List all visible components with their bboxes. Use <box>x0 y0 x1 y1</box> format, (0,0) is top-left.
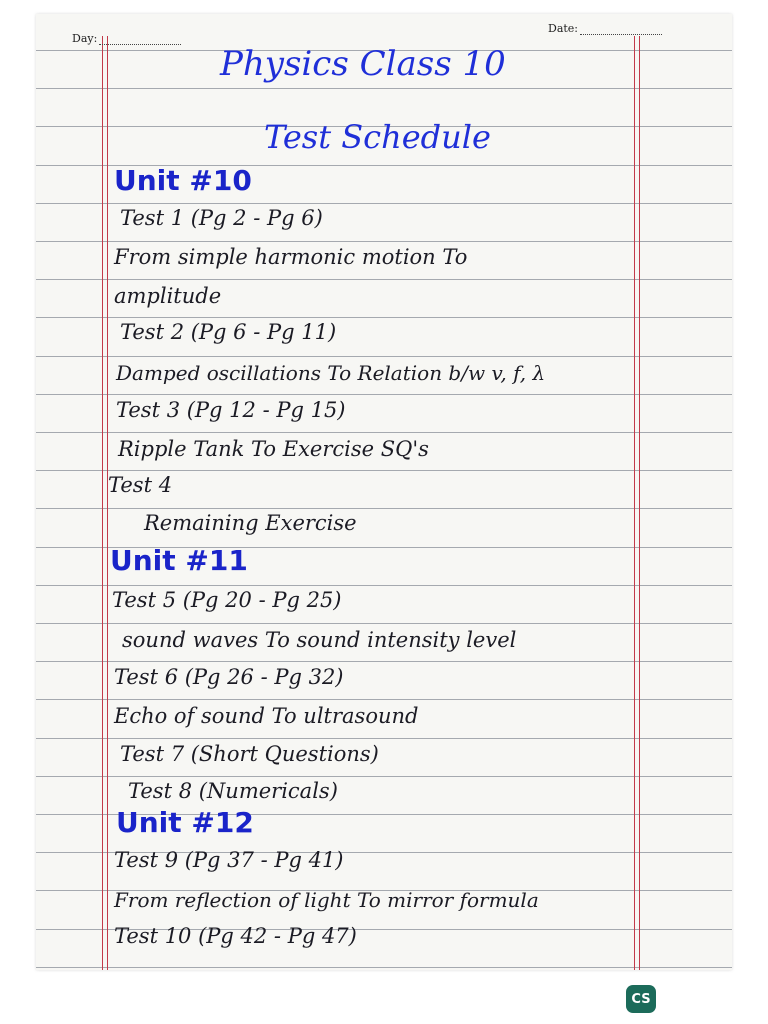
page-title: Physics Class 10 <box>220 44 506 84</box>
notebook-page <box>36 14 732 970</box>
unit-12-line-3: Test 10 (Pg 42 - Pg 47) <box>114 924 357 948</box>
ruled-line <box>36 967 732 968</box>
margin-line-right-1 <box>634 36 635 970</box>
unit-10-line-2: From simple harmonic motion To <box>114 245 468 269</box>
ruled-line <box>36 432 732 433</box>
unit-10-line-1: Test 1 (Pg 2 - Pg 6) <box>120 206 323 230</box>
date-field <box>548 22 662 35</box>
ruled-line <box>36 623 732 624</box>
ruled-line <box>36 88 732 89</box>
day-label: Day: <box>72 32 98 45</box>
unit-10-line-7: Ripple Tank To Exercise SQ's <box>118 437 429 461</box>
margin-line-right-2 <box>639 36 640 970</box>
ruled-line <box>36 585 732 586</box>
day-field <box>72 32 181 45</box>
margin-line-left-1 <box>102 36 103 970</box>
ruled-line <box>36 738 732 739</box>
camscanner-badge: CS <box>626 985 656 1013</box>
ruled-line <box>36 241 732 242</box>
unit-10-line-9: Remaining Exercise <box>144 511 357 535</box>
unit-11-line-2: sound waves To sound intensity level <box>122 628 517 652</box>
unit-11-line-3: Test 6 (Pg 26 - Pg 32) <box>114 665 344 689</box>
unit-12-line-1: Test 9 (Pg 37 - Pg 41) <box>114 848 344 872</box>
ruled-line <box>36 203 732 204</box>
ruled-line <box>36 317 732 318</box>
unit-10-heading: Unit #10 <box>114 164 252 197</box>
ruled-line <box>36 776 732 777</box>
unit-12-line-2: From reflection of light To mirror formula <box>114 888 539 912</box>
ruled-line <box>36 661 732 662</box>
ruled-line <box>36 508 732 509</box>
unit-11-line-6: Test 8 (Numericals) <box>128 779 338 803</box>
ruled-line <box>36 470 732 471</box>
unit-11-line-1: Test 5 (Pg 20 - Pg 25) <box>112 588 342 612</box>
unit-11-line-5: Test 7 (Short Questions) <box>120 742 379 766</box>
unit-10-line-4: Test 2 (Pg 6 - Pg 11) <box>120 320 337 344</box>
unit-11-heading: Unit #11 <box>110 544 248 577</box>
ruled-line <box>36 356 732 357</box>
unit-11-line-4: Echo of sound To ultrasound <box>114 704 419 728</box>
unit-10-line-5: Damped oscillations To Relation b/w v, f, λ <box>116 361 546 385</box>
margin-line-left-2 <box>107 36 108 970</box>
ruled-line <box>36 699 732 700</box>
unit-10-line-8: Test 4 <box>108 473 173 497</box>
date-label: Date: <box>548 22 579 35</box>
unit-10-line-6: Test 3 (Pg 12 - Pg 15) <box>116 398 346 422</box>
unit-10-line-3: amplitude <box>114 284 222 308</box>
ruled-line <box>36 279 732 280</box>
page-subtitle: Test Schedule <box>264 118 491 156</box>
unit-12-heading: Unit #12 <box>116 806 254 839</box>
ruled-line <box>36 394 732 395</box>
